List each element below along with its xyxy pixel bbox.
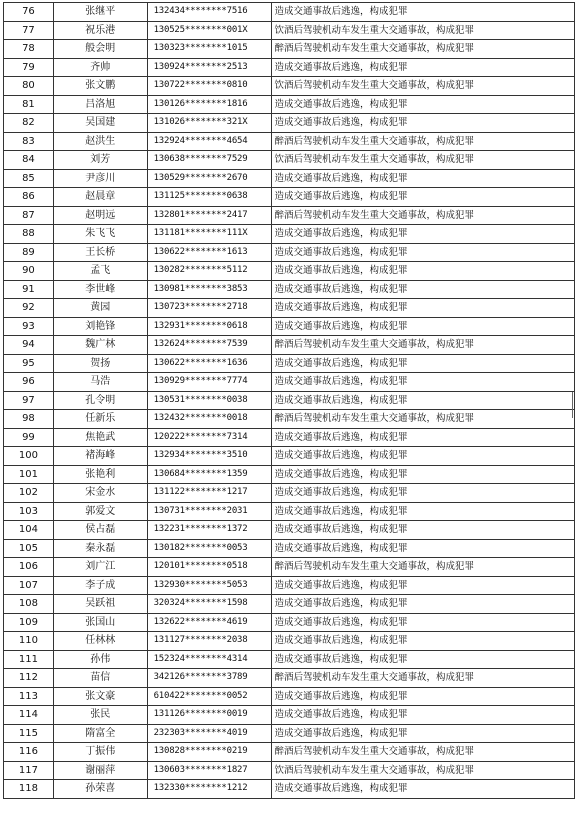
- id-number-cell: 130603********1827: [147, 761, 272, 780]
- person-name-cell: 丁振伟: [53, 743, 147, 762]
- id-number-cell: 132434********7516: [147, 3, 272, 22]
- person-name-cell: 任新乐: [53, 410, 147, 429]
- offender-table: [3, 2, 575, 799]
- offense-cell: 造成交通事故后逃逸，构成犯罪: [272, 706, 575, 725]
- table-row: [4, 336, 575, 355]
- person-name-cell: 任林林: [53, 632, 147, 651]
- person-name-cell: 祝乐港: [53, 21, 147, 40]
- table-row: [4, 632, 575, 651]
- table-row: [4, 576, 575, 595]
- offender-table-body: [4, 3, 575, 799]
- table-row: [4, 21, 575, 40]
- offense-cell: 造成交通事故后逃逸，构成犯罪: [272, 650, 575, 669]
- offense-cell: 饮酒后驾驶机动车发生重大交通事故，构成犯罪: [272, 21, 575, 40]
- id-number-cell: 132924********4654: [147, 132, 272, 151]
- id-number-cell: 131127********2038: [147, 632, 272, 651]
- id-number-cell: 120101********0518: [147, 558, 272, 577]
- person-name-cell: 秦永磊: [53, 539, 147, 558]
- table-row: [4, 58, 575, 77]
- offense-cell: 造成交通事故后逃逸，构成犯罪: [272, 58, 575, 77]
- id-number-cell: 130531********0038: [147, 391, 272, 410]
- table-row: [4, 114, 575, 133]
- offense-cell: 造成交通事故后逃逸，构成犯罪: [272, 724, 575, 743]
- table-row: [4, 95, 575, 114]
- row-number-cell: 80: [4, 77, 54, 96]
- table-row: [4, 391, 575, 410]
- id-number-cell: 132801********2417: [147, 206, 272, 225]
- id-number-cell: 132624********7539: [147, 336, 272, 355]
- table-row: [4, 373, 575, 392]
- table-row: [4, 77, 575, 96]
- id-number-cell: 130282********5112: [147, 262, 272, 281]
- id-number-cell: 132231********1372: [147, 521, 272, 540]
- table-row: [4, 151, 575, 170]
- row-number-cell: 100: [4, 447, 54, 466]
- table-row: [4, 169, 575, 188]
- table-row: [4, 650, 575, 669]
- table-row: [4, 613, 575, 632]
- table-row: [4, 780, 575, 799]
- table-row: [4, 687, 575, 706]
- id-number-cell: 132931********0618: [147, 317, 272, 336]
- offense-cell: 造成交通事故后逃逸，构成犯罪: [272, 188, 575, 207]
- person-name-cell: 张继平: [53, 3, 147, 22]
- offense-cell: 造成交通事故后逃逸，构成犯罪: [272, 780, 575, 799]
- offense-cell: 造成交通事故后逃逸，构成犯罪: [272, 225, 575, 244]
- row-number-cell: 94: [4, 336, 54, 355]
- person-name-cell: 孙伟: [53, 650, 147, 669]
- person-name-cell: 孔令明: [53, 391, 147, 410]
- offense-cell: 醉酒后驾驶机动车发生重大交通事故，构成犯罪: [272, 669, 575, 688]
- row-number-cell: 110: [4, 632, 54, 651]
- id-number-cell: 120222********7314: [147, 428, 272, 447]
- person-name-cell: 郭爱文: [53, 502, 147, 521]
- table-row: [4, 188, 575, 207]
- offense-cell: 造成交通事故后逃逸，构成犯罪: [272, 280, 575, 299]
- offense-cell: 造成交通事故后逃逸，构成犯罪: [272, 502, 575, 521]
- table-row: [4, 595, 575, 614]
- row-number-cell: 90: [4, 262, 54, 281]
- person-name-cell: 张国山: [53, 613, 147, 632]
- offense-cell: 醉酒后驾驶机动车发生重大交通事故，构成犯罪: [272, 40, 575, 59]
- offense-cell: 造成交通事故后逃逸，构成犯罪: [272, 95, 575, 114]
- table-row: [4, 558, 575, 577]
- offense-cell: 造成交通事故后逃逸，构成犯罪: [272, 317, 575, 336]
- table-row: [4, 502, 575, 521]
- id-number-cell: 131126********0019: [147, 706, 272, 725]
- id-number-cell: 132432********0018: [147, 410, 272, 429]
- row-number-cell: 117: [4, 761, 54, 780]
- row-number-cell: 101: [4, 465, 54, 484]
- row-number-cell: 99: [4, 428, 54, 447]
- row-number-cell: 88: [4, 225, 54, 244]
- id-number-cell: 130622********1613: [147, 243, 272, 262]
- row-number-cell: 115: [4, 724, 54, 743]
- table-row: [4, 743, 575, 762]
- id-number-cell: 130929********7774: [147, 373, 272, 392]
- person-name-cell: 吴跃祖: [53, 595, 147, 614]
- row-number-cell: 79: [4, 58, 54, 77]
- person-name-cell: 张艳利: [53, 465, 147, 484]
- offense-cell: 醉酒后驾驶机动车发生重大交通事故，构成犯罪: [272, 206, 575, 225]
- offense-cell: 造成交通事故后逃逸，构成犯罪: [272, 169, 575, 188]
- person-name-cell: 吴国建: [53, 114, 147, 133]
- id-number-cell: 152324********4314: [147, 650, 272, 669]
- table-row: [4, 484, 575, 503]
- table-row: [4, 3, 575, 22]
- row-number-cell: 116: [4, 743, 54, 762]
- id-number-cell: 130924********2513: [147, 58, 272, 77]
- table-row: [4, 669, 575, 688]
- table-row: [4, 761, 575, 780]
- offense-cell: 造成交通事故后逃逸，构成犯罪: [272, 539, 575, 558]
- offense-cell: 造成交通事故后逃逸，构成犯罪: [272, 447, 575, 466]
- person-name-cell: 孙荣喜: [53, 780, 147, 799]
- person-name-cell: 张民: [53, 706, 147, 725]
- row-number-cell: 97: [4, 391, 54, 410]
- id-number-cell: 131181********111X: [147, 225, 272, 244]
- row-number-cell: 114: [4, 706, 54, 725]
- row-number-cell: 92: [4, 299, 54, 318]
- offense-cell: 饮酒后驾驶机动车发生重大交通事故，构成犯罪: [272, 77, 575, 96]
- table-row: [4, 354, 575, 373]
- person-name-cell: 赵洪生: [53, 132, 147, 151]
- row-number-cell: 112: [4, 669, 54, 688]
- row-number-cell: 89: [4, 243, 54, 262]
- row-number-cell: 104: [4, 521, 54, 540]
- id-number-cell: 131026********321X: [147, 114, 272, 133]
- row-number-cell: 87: [4, 206, 54, 225]
- table-row: [4, 299, 575, 318]
- offense-cell: 醉酒后驾驶机动车发生重大交通事故，构成犯罪: [272, 743, 575, 762]
- table-row: [4, 465, 575, 484]
- table-row: [4, 206, 575, 225]
- offense-cell: 造成交通事故后逃逸，构成犯罪: [272, 354, 575, 373]
- row-number-cell: 111: [4, 650, 54, 669]
- person-name-cell: 李子成: [53, 576, 147, 595]
- row-number-cell: 113: [4, 687, 54, 706]
- offense-cell: 饮酒后驾驶机动车发生重大交通事故，构成犯罪: [272, 151, 575, 170]
- row-number-cell: 105: [4, 539, 54, 558]
- table-row: [4, 410, 575, 429]
- offense-cell: 造成交通事故后逃逸，构成犯罪: [272, 262, 575, 281]
- offense-cell: 造成交通事故后逃逸，构成犯罪: [272, 243, 575, 262]
- offense-cell: 造成交通事故后逃逸，构成犯罪: [272, 373, 575, 392]
- person-name-cell: 王长桥: [53, 243, 147, 262]
- id-number-cell: 130723********2718: [147, 299, 272, 318]
- offense-cell: 造成交通事故后逃逸，构成犯罪: [272, 114, 575, 133]
- person-name-cell: 尹彦川: [53, 169, 147, 188]
- id-number-cell: 131125********0638: [147, 188, 272, 207]
- id-number-cell: 131122********1217: [147, 484, 272, 503]
- table-row: [4, 539, 575, 558]
- person-name-cell: 吕洛旭: [53, 95, 147, 114]
- row-number-cell: 82: [4, 114, 54, 133]
- offense-cell: 醉酒后驾驶机动车发生重大交通事故，构成犯罪: [272, 132, 575, 151]
- table-row: [4, 428, 575, 447]
- row-number-cell: 95: [4, 354, 54, 373]
- table-row: [4, 706, 575, 725]
- person-name-cell: 刘广江: [53, 558, 147, 577]
- id-number-cell: 342126********3789: [147, 669, 272, 688]
- id-number-cell: 130126********1816: [147, 95, 272, 114]
- id-number-cell: 132930********5053: [147, 576, 272, 595]
- row-number-cell: 106: [4, 558, 54, 577]
- id-number-cell: 130622********1636: [147, 354, 272, 373]
- offense-cell: 造成交通事故后逃逸，构成犯罪: [272, 521, 575, 540]
- table-row: [4, 280, 575, 299]
- table-row: [4, 40, 575, 59]
- person-name-cell: 宋金水: [53, 484, 147, 503]
- person-name-cell: 赵晨章: [53, 188, 147, 207]
- id-number-cell: 610422********0052: [147, 687, 272, 706]
- table-row: [4, 262, 575, 281]
- table-row: [4, 132, 575, 151]
- person-name-cell: 般会明: [53, 40, 147, 59]
- row-number-cell: 84: [4, 151, 54, 170]
- offense-cell: 造成交通事故后逃逸，构成犯罪: [272, 687, 575, 706]
- row-number-cell: 103: [4, 502, 54, 521]
- person-name-cell: 侯占磊: [53, 521, 147, 540]
- person-name-cell: 张文鹏: [53, 77, 147, 96]
- person-name-cell: 隋富全: [53, 724, 147, 743]
- person-name-cell: 刘芳: [53, 151, 147, 170]
- id-number-cell: 132622********4619: [147, 613, 272, 632]
- row-number-cell: 93: [4, 317, 54, 336]
- offense-cell: 造成交通事故后逃逸，构成犯罪: [272, 613, 575, 632]
- row-number-cell: 91: [4, 280, 54, 299]
- id-number-cell: 130182********0053: [147, 539, 272, 558]
- row-number-cell: 78: [4, 40, 54, 59]
- row-number-cell: 77: [4, 21, 54, 40]
- id-number-cell: 132934********3510: [147, 447, 272, 466]
- offense-cell: 造成交通事故后逃逸，构成犯罪: [272, 3, 575, 22]
- row-number-cell: 118: [4, 780, 54, 799]
- person-name-cell: 刘艳锋: [53, 317, 147, 336]
- table-row: [4, 243, 575, 262]
- offense-cell: 造成交通事故后逃逸，构成犯罪: [272, 632, 575, 651]
- row-number-cell: 81: [4, 95, 54, 114]
- table-row: [4, 317, 575, 336]
- offense-cell: 醉酒后驾驶机动车发生重大交通事故，构成犯罪: [272, 558, 575, 577]
- id-number-cell: 130638********7529: [147, 151, 272, 170]
- person-name-cell: 李世峰: [53, 280, 147, 299]
- offense-cell: 醉酒后驾驶机动车发生重大交通事故，构成犯罪: [272, 336, 575, 355]
- person-name-cell: 黄园: [53, 299, 147, 318]
- offense-cell: 造成交通事故后逃逸，构成犯罪: [272, 465, 575, 484]
- id-number-cell: 320324********1598: [147, 595, 272, 614]
- id-number-cell: 130731********2031: [147, 502, 272, 521]
- row-number-cell: 83: [4, 132, 54, 151]
- offense-cell: 造成交通事故后逃逸，构成犯罪: [272, 299, 575, 318]
- table-row: [4, 724, 575, 743]
- row-number-cell: 102: [4, 484, 54, 503]
- row-number-cell: 108: [4, 595, 54, 614]
- id-number-cell: 130722********0810: [147, 77, 272, 96]
- table-row: [4, 447, 575, 466]
- row-number-cell: 86: [4, 188, 54, 207]
- offense-cell: 造成交通事故后逃逸，构成犯罪: [272, 391, 575, 410]
- row-number-cell: 76: [4, 3, 54, 22]
- person-name-cell: 赵明远: [53, 206, 147, 225]
- id-number-cell: 130981********3853: [147, 280, 272, 299]
- row-number-cell: 96: [4, 373, 54, 392]
- offense-cell: 造成交通事故后逃逸，构成犯罪: [272, 484, 575, 503]
- id-number-cell: 232303********4019: [147, 724, 272, 743]
- id-number-cell: 130684********1359: [147, 465, 272, 484]
- person-name-cell: 张文豪: [53, 687, 147, 706]
- offense-cell: 造成交通事故后逃逸，构成犯罪: [272, 428, 575, 447]
- row-number-cell: 107: [4, 576, 54, 595]
- row-number-cell: 85: [4, 169, 54, 188]
- person-name-cell: 孟飞: [53, 262, 147, 281]
- person-name-cell: 谢丽萍: [53, 761, 147, 780]
- person-name-cell: 魏广林: [53, 336, 147, 355]
- row-number-cell: 109: [4, 613, 54, 632]
- person-name-cell: 焦艳武: [53, 428, 147, 447]
- person-name-cell: 马浩: [53, 373, 147, 392]
- id-number-cell: 130323********1015: [147, 40, 272, 59]
- person-name-cell: 贺扬: [53, 354, 147, 373]
- id-number-cell: 130525********001X: [147, 21, 272, 40]
- id-number-cell: 132330********1212: [147, 780, 272, 799]
- offense-cell: 醉酒后驾驶机动车发生重大交通事故，构成犯罪: [272, 410, 575, 429]
- id-number-cell: 130529********2670: [147, 169, 272, 188]
- person-name-cell: 苗信: [53, 669, 147, 688]
- offense-cell: 造成交通事故后逃逸，构成犯罪: [272, 595, 575, 614]
- id-number-cell: 130828********0219: [147, 743, 272, 762]
- person-name-cell: 齐帅: [53, 58, 147, 77]
- offense-cell: 造成交通事故后逃逸，构成犯罪: [272, 576, 575, 595]
- table-row: [4, 521, 575, 540]
- person-name-cell: 褚海峰: [53, 447, 147, 466]
- offense-cell: 饮酒后驾驶机动车发生重大交通事故，构成犯罪: [272, 761, 575, 780]
- table-row: [4, 225, 575, 244]
- row-number-cell: 98: [4, 410, 54, 429]
- person-name-cell: 朱飞飞: [53, 225, 147, 244]
